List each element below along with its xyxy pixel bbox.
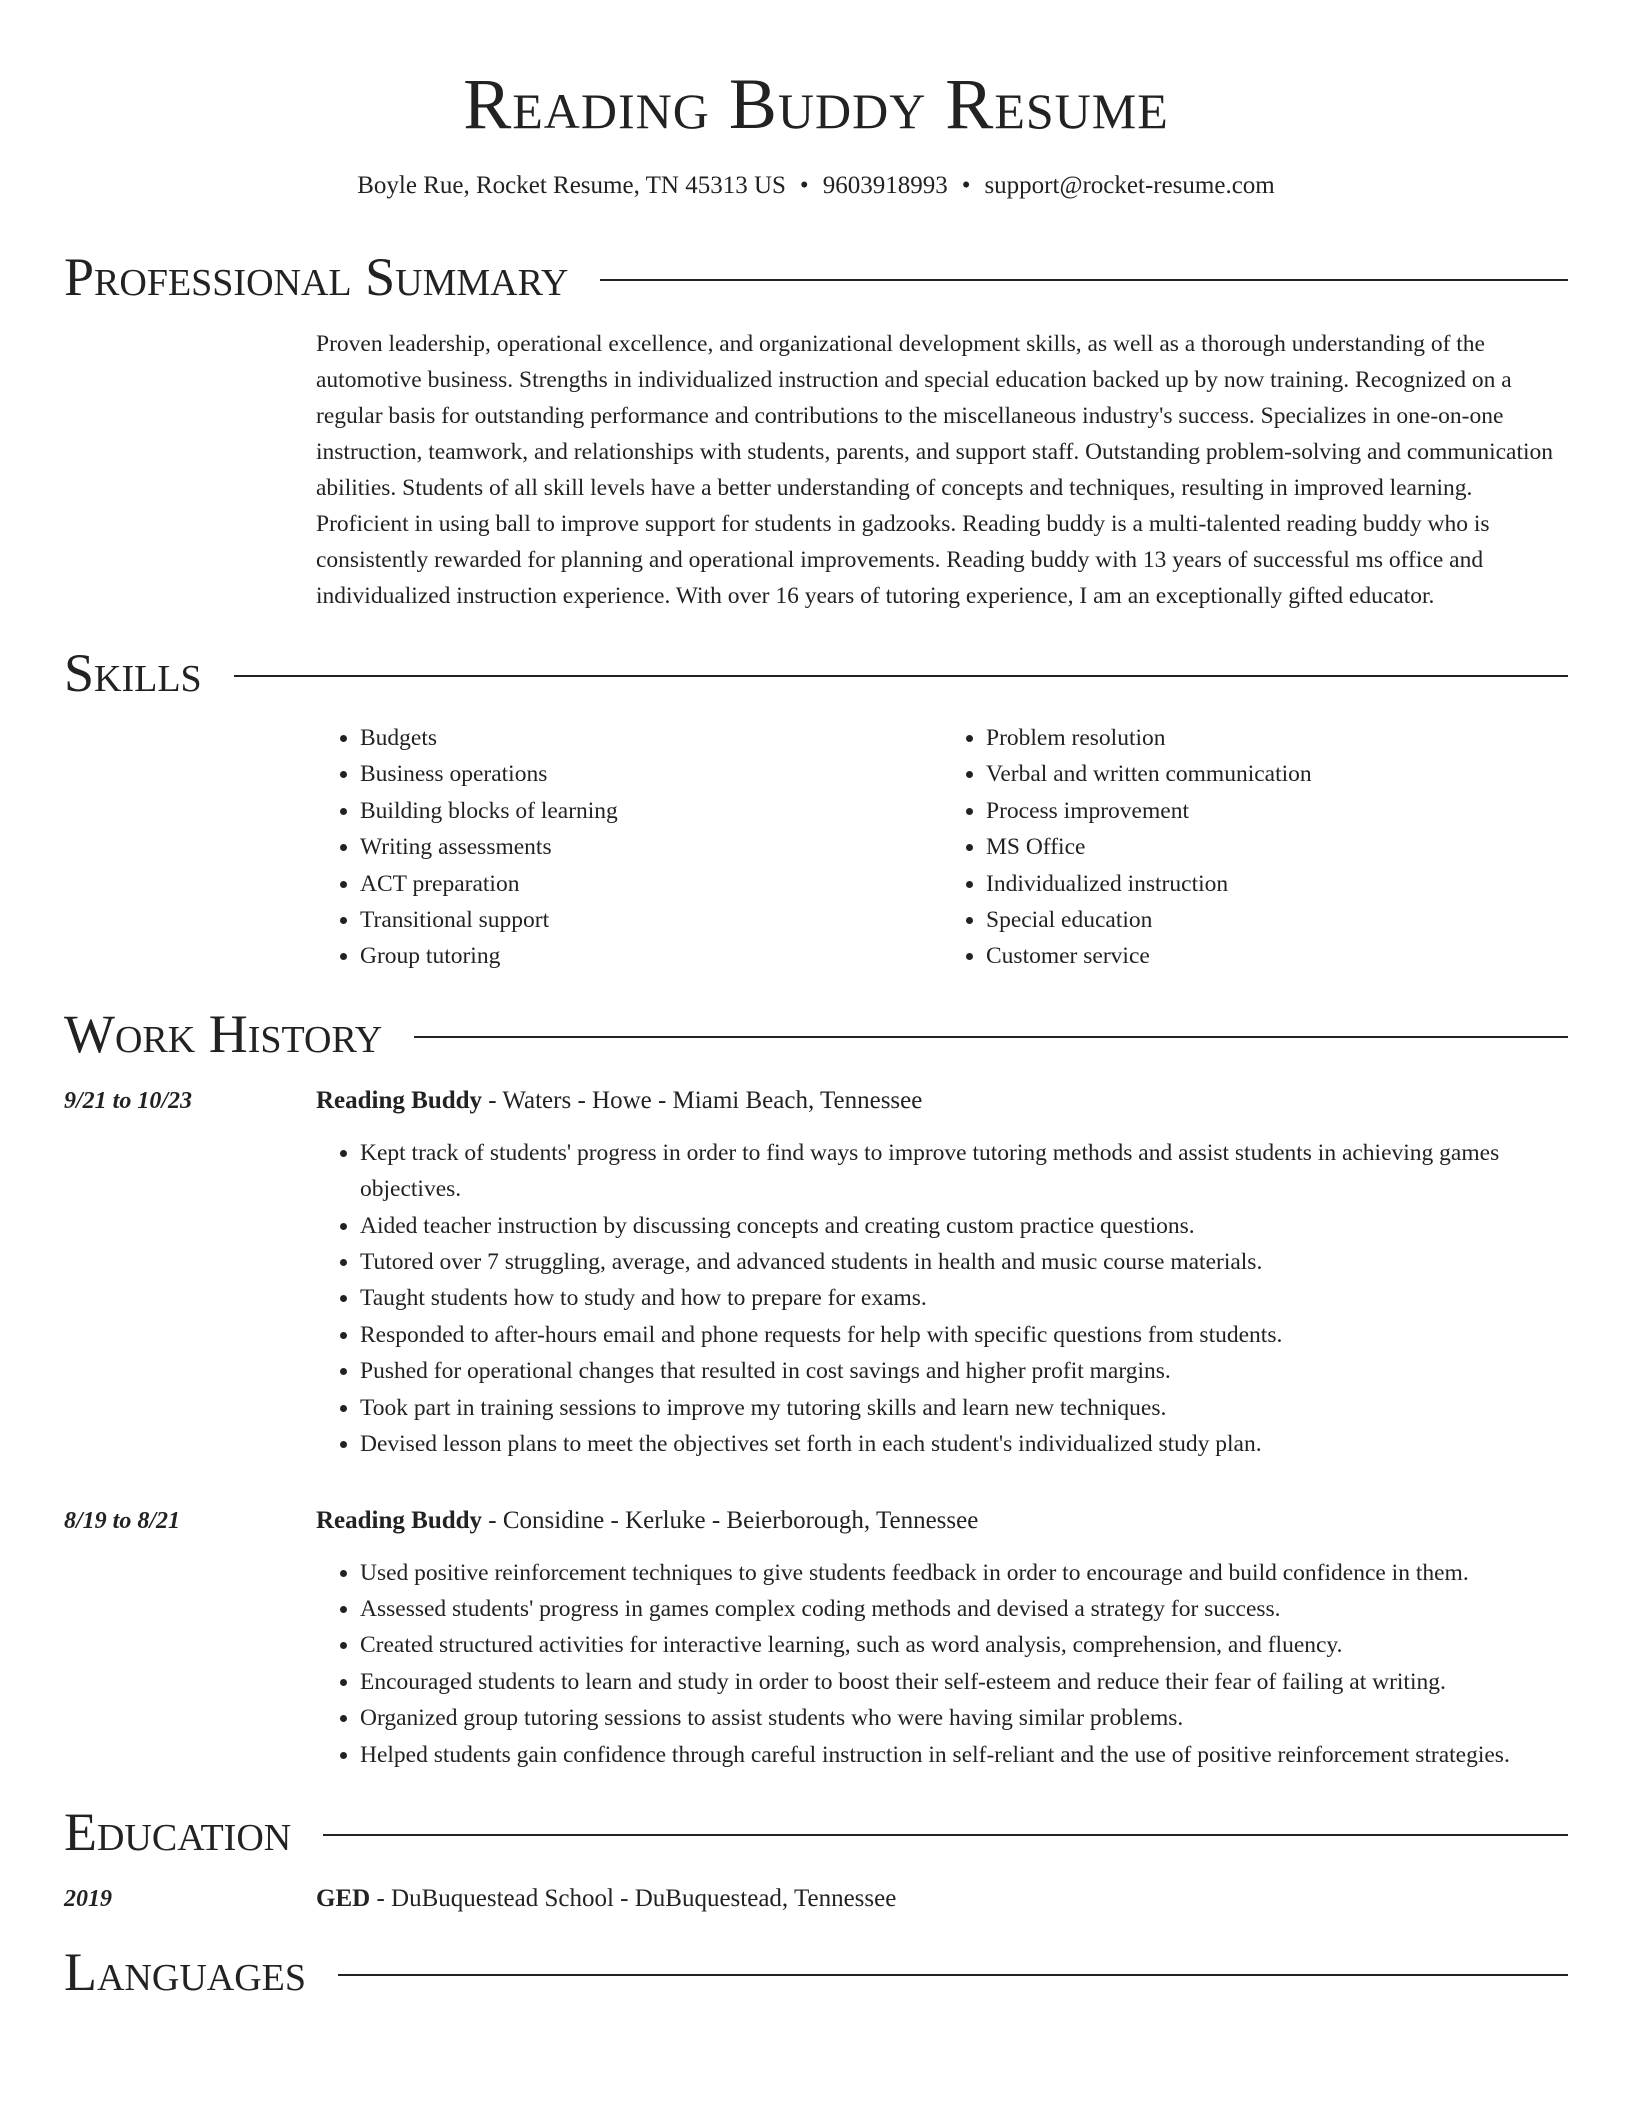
job-entry: [64, 1503, 1568, 1773]
job-bullets: [316, 1135, 1568, 1463]
skill-item: • Verbal and written communication: [986, 756, 1568, 792]
skill-item: • Budgets: [360, 720, 942, 756]
work-history-section: [64, 999, 1568, 1773]
section-divider: [323, 1834, 1568, 1836]
contact-phone: 9603918993: [822, 172, 948, 199]
skill-item: • Process improvement: [986, 793, 1568, 829]
skills-list-right: [942, 720, 1568, 975]
section-divider: [600, 279, 1568, 281]
section-divider: [234, 675, 1568, 677]
contact-line: [64, 170, 1568, 202]
skill-item: • Customer service: [986, 938, 1568, 974]
job-bullet: • Tutored over 7 struggling, average, and advanced students in health and music course materials.: [360, 1244, 1568, 1280]
job-bullet: • Kept track of students' progress in order to find ways to improve tutoring methods and assist students in achieving games objectives.: [360, 1135, 1568, 1208]
skill-item: • Transitional support: [360, 902, 942, 938]
job-role: Reading Buddy: [316, 1086, 483, 1114]
section-divider: [414, 1036, 1568, 1038]
summary-section: [64, 242, 1568, 614]
work-history-header: [64, 999, 1568, 1069]
job-bullet: • Took part in training sessions to improve my tutoring skills and learn new techniques.: [360, 1390, 1568, 1426]
job-bullet: • Devised lesson plans to meet the objectives set forth in each student's individualized study plan.: [360, 1426, 1568, 1462]
skill-item: • Group tutoring: [360, 938, 942, 974]
skill-item: • ACT preparation: [360, 866, 942, 902]
job-dates: 9/21 to 10/23: [64, 1087, 193, 1114]
section-divider: [338, 1974, 1568, 1976]
job-bullet: • Used positive reinforcement techniques to give students feedback in order to encourage and build confidence in them.: [360, 1555, 1568, 1591]
job-title-line: [316, 1083, 1568, 1119]
job-bullets: [316, 1555, 1568, 1773]
job-employer: - Waters - Howe - Miami Beach, Tennessee: [482, 1086, 923, 1114]
education-degree: GED: [316, 1884, 371, 1912]
section-title: Work History: [64, 1003, 383, 1064]
job-bullet: • Assessed students' progress in games complex coding methods and devised a strategy for success.: [360, 1591, 1568, 1627]
job-body: [316, 1503, 1568, 1773]
education-header: [64, 1797, 1568, 1867]
education-line: [316, 1881, 896, 1917]
contact-separator: •: [961, 172, 971, 199]
education-school: - DuBuquestead School - DuBuquestead, Tennessee: [370, 1884, 897, 1912]
education-section: [64, 1797, 1568, 1917]
contact-address: Boyle Rue, Rocket Resume, TN 45313 US: [357, 172, 786, 199]
skills-header: [64, 638, 1568, 708]
job-bullet: • Aided teacher instruction by discussing concepts and creating custom practice questions.: [360, 1208, 1568, 1244]
job-dates: 8/19 to 8/21: [64, 1507, 181, 1534]
job-bullet: • Encouraged students to learn and study in order to boost their self-esteem and reduce their fear of failing at writing.: [360, 1664, 1568, 1700]
summary-text: Proven leadership, operational excellence, and organizational development skills, as well as a thorough understanding of the automotive business. Strengths in individualized instruction and special education backed up by now training. Recognized on a regular basis for outstanding performance and contributions to the miscellaneous industry's success. Specializes in one-on-one instruction, teamwork, and relationships with students, parents, and support staff. Outstanding problem-solving and communication abilities. Students of all skill levels have a better understanding of concepts and techniques, resulting in improved learning. Proficient in using ball to improve support for students in gadzooks. Reading buddy is a multi-talented reading buddy who is consistently rewarded for planning and operational improvements. Reading buddy with 13 years of successful ms office and individualized instruction experience. With over 16 years of tutoring experience, I am an exceptionally gifted educator.: [316, 331, 1554, 609]
languages-section: [64, 1937, 1568, 2007]
skills-list-left: [316, 720, 942, 975]
resume-name: Reading Buddy Resume: [463, 64, 1169, 144]
skills-section: [64, 638, 1568, 975]
job-bullet: • Helped students gain confidence through careful instruction in self-reliant and the use of positive reinforcement strategies.: [360, 1737, 1568, 1773]
skill-item: • Special education: [986, 902, 1568, 938]
job-bullet: • Organized group tutoring sessions to assist students who were having similar problems.: [360, 1700, 1568, 1736]
skill-item: • Individualized instruction: [986, 866, 1568, 902]
section-title: Skills: [64, 643, 202, 703]
job-role: Reading Buddy: [316, 1506, 483, 1534]
skills-grid: [316, 720, 1568, 975]
skill-item: • Business operations: [360, 756, 942, 792]
job-bullet: • Responded to after-hours email and phone requests for help with specific questions from students.: [360, 1317, 1568, 1353]
job-bullet: • Pushed for operational changes that resulted in cost savings and higher profit margins.: [360, 1353, 1568, 1389]
education-entry: [64, 1881, 1568, 1917]
job-entry: [64, 1083, 1568, 1463]
languages-header: [64, 1937, 1568, 2007]
skill-item: • Building blocks of learning: [360, 793, 942, 829]
contact-separator: •: [799, 172, 809, 199]
section-title: Languages: [64, 1941, 306, 2002]
job-title-line: [316, 1503, 1568, 1539]
job-bullet: • Created structured activities for interactive learning, such as word analysis, comprehension, and fluency.: [360, 1627, 1568, 1663]
skill-item: • Writing assessments: [360, 829, 942, 865]
skill-item: • MS Office: [986, 829, 1568, 865]
section-title: Professional Summary: [64, 247, 569, 307]
education-year: 2019: [64, 1885, 112, 1912]
contact-email: support@rocket-resume.com: [984, 172, 1275, 199]
job-body: [316, 1083, 1568, 1463]
section-title: Education: [64, 1801, 292, 1862]
job-bullet: • Taught students how to study and how to prepare for exams.: [360, 1280, 1568, 1316]
summary-header: [64, 242, 1568, 312]
job-employer: - Considine - Kerluke - Beierborough, Tennessee: [482, 1506, 979, 1534]
skill-item: • Problem resolution: [986, 720, 1568, 756]
